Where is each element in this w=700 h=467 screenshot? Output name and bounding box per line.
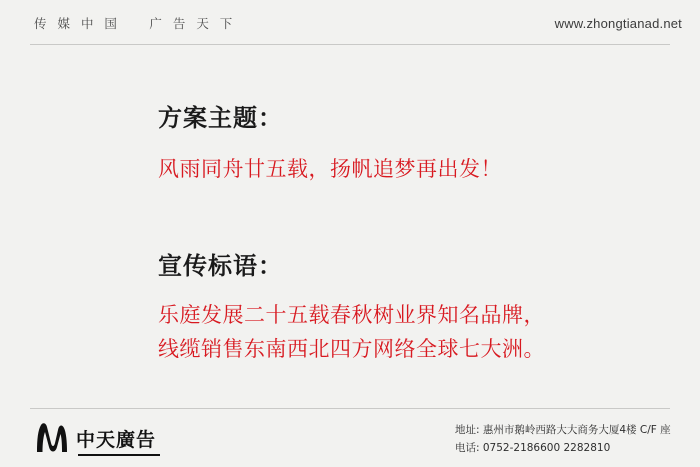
header-slogan [34, 14, 236, 32]
header-website-url: www.zhongtianad.net [554, 15, 682, 31]
slogan-title: 宣传标语： [158, 252, 283, 281]
contact-phone: 电话: 0752-2186600 2282810 [455, 442, 611, 455]
theme-title: 方案主题： [158, 104, 283, 132]
theme-block [158, 100, 678, 186]
header-slogan-right: 广 告 天 下 [149, 16, 236, 31]
slogan-line-2: 线缆销售东南西北四方网络全球七大洲。 [158, 337, 545, 362]
slogan-block [158, 248, 678, 366]
header-slogan-left: 传 媒 中 国 [34, 16, 121, 31]
slide-content [158, 100, 678, 406]
zhongtian-logo-icon [34, 421, 70, 455]
slide-header [0, 0, 700, 46]
contact-address: 地址: 惠州市鹅岭西路大大商务大厦4楼 C/F 座 [455, 424, 671, 436]
company-logo [34, 421, 156, 455]
company-name: 中天廣告 [76, 425, 156, 452]
slide-footer [0, 409, 700, 467]
header-divider [30, 44, 670, 45]
slogan-line-1: 乐庭发展二十五载春秋树业界知名品牌， [158, 303, 545, 328]
contact-info [455, 421, 671, 458]
theme-line-1: 风雨同舟廿五载，扬帆追梦再出发！ [158, 157, 502, 181]
